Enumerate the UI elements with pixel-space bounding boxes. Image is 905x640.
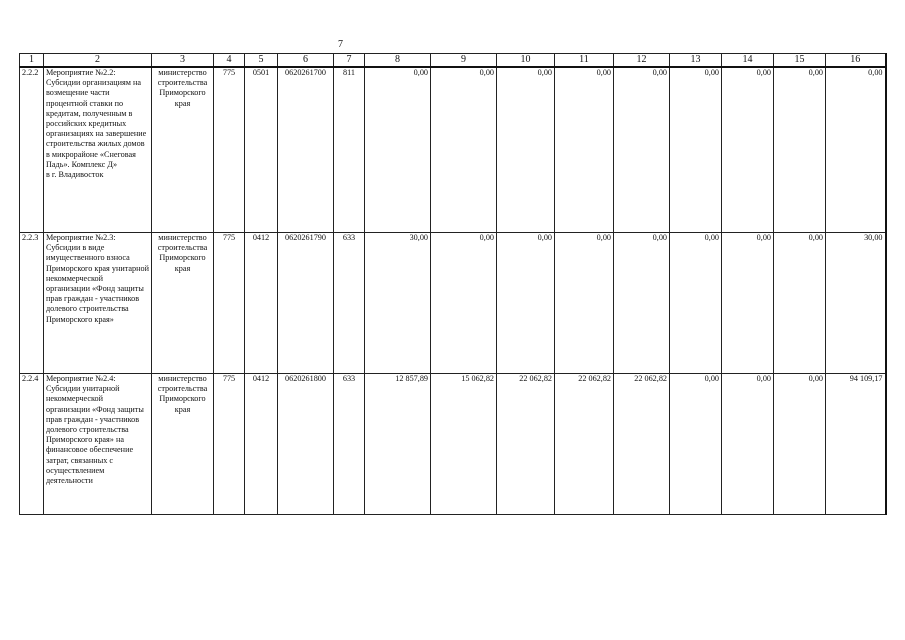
cell-col16: 94 109,17 bbox=[826, 374, 886, 515]
table-row bbox=[20, 67, 886, 233]
cell-col8: 12 857,89 bbox=[365, 374, 431, 515]
column-header: 10 bbox=[497, 54, 555, 68]
table-row bbox=[20, 374, 886, 515]
row-code: 2.2.3 bbox=[20, 233, 44, 374]
cell-col6: 0620261800 bbox=[278, 374, 334, 515]
row-code: 2.2.2 bbox=[20, 67, 44, 233]
column-header: 8 bbox=[365, 54, 431, 68]
measure-name: Мероприятие №2.4: Субсидии унитарной некоммерческой организации «Фонд защиты прав граждан - участников долевого строительства Приморского края» на финансовое обеспечение затрат, связанных с осуществлением деятельности bbox=[44, 374, 152, 515]
cell-col11: 0,00 bbox=[555, 67, 614, 233]
cell-col6: 0620261790 bbox=[278, 233, 334, 374]
budget-table bbox=[19, 53, 887, 515]
column-header: 9 bbox=[431, 54, 497, 68]
column-header: 6 bbox=[278, 54, 334, 68]
cell-col13: 0,00 bbox=[670, 233, 722, 374]
cell-col5: 0412 bbox=[245, 374, 278, 515]
cell-col8: 0,00 bbox=[365, 67, 431, 233]
cell-col9: 0,00 bbox=[431, 67, 497, 233]
cell-col10: 0,00 bbox=[497, 67, 555, 233]
column-header: 12 bbox=[614, 54, 670, 68]
cell-col13: 0,00 bbox=[670, 67, 722, 233]
cell-col4: 775 bbox=[214, 233, 245, 374]
column-header: 5 bbox=[245, 54, 278, 68]
cell-col5: 0501 bbox=[245, 67, 278, 233]
cell-col8: 30,00 bbox=[365, 233, 431, 374]
cell-col14: 0,00 bbox=[722, 374, 774, 515]
measure-name: Мероприятие №2.2: Субсидии организациям на возмещение части процентной ставки по кредитам, полученным в российских кредитных организациях на завершение строительства жилых домов в микрорайоне «Снеговая Падь». Комплекс Д» в г. Владивосток bbox=[44, 67, 152, 233]
table-row bbox=[20, 233, 886, 374]
cell-col7: 633 bbox=[334, 374, 365, 515]
page-number: 7 bbox=[338, 39, 343, 50]
executor: министерство строительства Приморского края bbox=[152, 67, 214, 233]
cell-col12: 0,00 bbox=[614, 67, 670, 233]
cell-col10: 0,00 bbox=[497, 233, 555, 374]
row-code: 2.2.4 bbox=[20, 374, 44, 515]
column-header: 7 bbox=[334, 54, 365, 68]
cell-col9: 0,00 bbox=[431, 233, 497, 374]
cell-col7: 633 bbox=[334, 233, 365, 374]
cell-col6: 0620261700 bbox=[278, 67, 334, 233]
column-header: 2 bbox=[44, 54, 152, 68]
cell-col16: 0,00 bbox=[826, 67, 886, 233]
cell-col11: 22 062,82 bbox=[555, 374, 614, 515]
cell-col16: 30,00 bbox=[826, 233, 886, 374]
column-header: 16 bbox=[826, 54, 886, 68]
cell-col10: 22 062,82 bbox=[497, 374, 555, 515]
cell-col7: 811 bbox=[334, 67, 365, 233]
cell-col14: 0,00 bbox=[722, 67, 774, 233]
cell-col15: 0,00 bbox=[774, 374, 826, 515]
cell-col12: 0,00 bbox=[614, 233, 670, 374]
cell-col4: 775 bbox=[214, 374, 245, 515]
column-header: 13 bbox=[670, 54, 722, 68]
cell-col15: 0,00 bbox=[774, 233, 826, 374]
executor: министерство строительства Приморского края bbox=[152, 374, 214, 515]
cell-col15: 0,00 bbox=[774, 67, 826, 233]
column-header: 1 bbox=[20, 54, 44, 68]
column-header: 15 bbox=[774, 54, 826, 68]
measure-name: Мероприятие №2.3: Субсидии в виде имущественного взноса Приморского края унитарной некоммерческой организации «Фонд защиты прав граждан - участников долевого строительства Приморского края» bbox=[44, 233, 152, 374]
column-header: 3 bbox=[152, 54, 214, 68]
column-header: 11 bbox=[555, 54, 614, 68]
column-header: 4 bbox=[214, 54, 245, 68]
cell-col14: 0,00 bbox=[722, 233, 774, 374]
cell-col4: 775 bbox=[214, 67, 245, 233]
column-header: 14 bbox=[722, 54, 774, 68]
executor: министерство строительства Приморского края bbox=[152, 233, 214, 374]
cell-col12: 22 062,82 bbox=[614, 374, 670, 515]
cell-col9: 15 062,82 bbox=[431, 374, 497, 515]
cell-col11: 0,00 bbox=[555, 233, 614, 374]
cell-col5: 0412 bbox=[245, 233, 278, 374]
header-row bbox=[20, 54, 886, 68]
cell-col13: 0,00 bbox=[670, 374, 722, 515]
